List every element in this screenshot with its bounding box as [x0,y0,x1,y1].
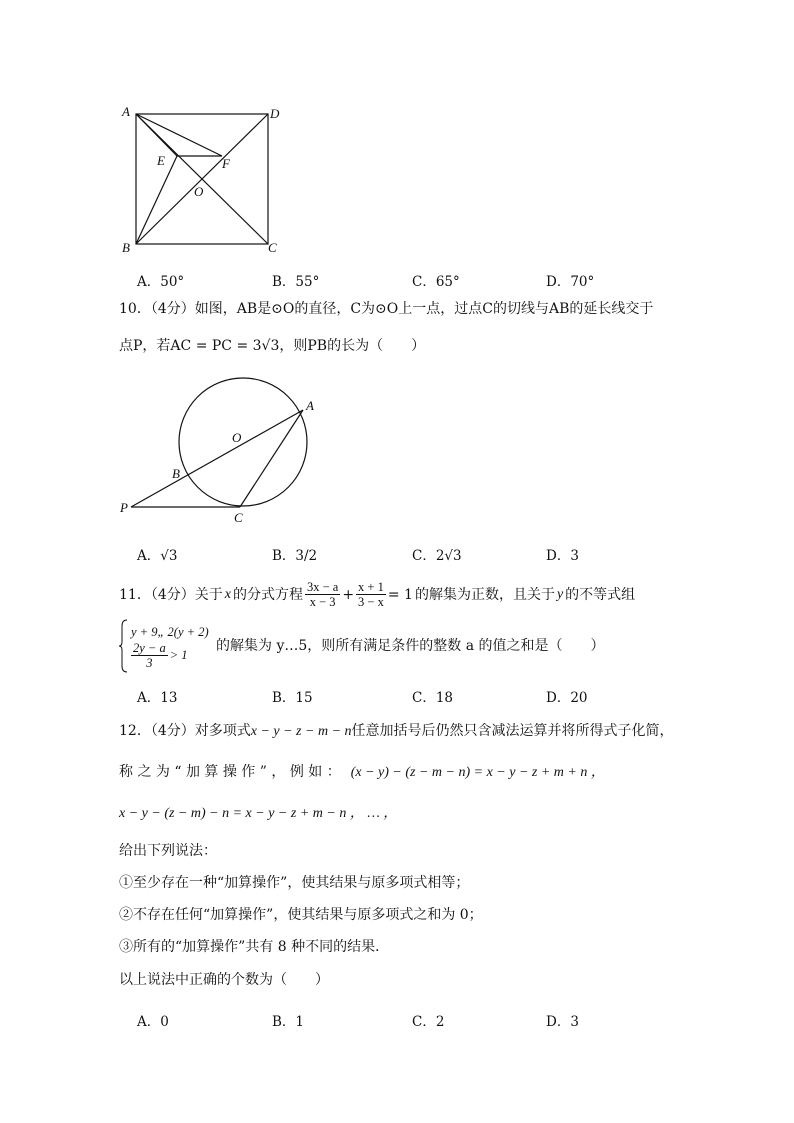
label-b: B [122,240,130,255]
circle-o [179,378,307,506]
q12-example2: x − y − (z − m) − n = x − y − z + m − n ， … ， [119,806,398,821]
q9-option-d[interactable]: D．70° [546,274,595,290]
q11-sys-line1: y + 9„ 2(y + 2) [131,624,209,639]
q12-option-c[interactable]: C．2 [412,1014,445,1030]
segment-ae [136,114,177,156]
q11-option-c[interactable]: C．18 [412,690,454,706]
label-c: C [234,510,243,525]
q11-var-x: x [224,586,231,602]
q11-sys-gt: > 1 [169,647,188,662]
label-o: O [232,430,242,445]
label-o: O [194,184,204,199]
label-c: C [268,240,277,255]
q10-line2: 点P，若AC = PC = 3√3，则PB的长为（ ） [119,338,426,354]
label-e: E [157,153,165,168]
q11-prefix: 11．（4分）关于 [119,586,223,603]
q11-var-y: y [556,586,564,602]
q11-suffix: 的不等式组 [565,586,636,603]
q11-line2: 的解集为 y…5，则所有满足条件的整数 a 的值之和是（ ） [216,638,605,654]
q11-option-a[interactable]: A．13 [137,690,178,706]
q11-sys-frac: $\frac{2y - a}{3}$ [133,640,166,670]
q11-mid1: 的分式方程 [232,586,303,603]
q12-question: 以上说法中正确的个数为（ ） [119,972,329,988]
q11-option-b[interactable]: B．15 [272,690,313,706]
segment-be [136,156,177,244]
q11-line1 [119,580,635,609]
label-d: D [270,106,280,121]
q12-option-d[interactable]: D．3 [546,1014,579,1030]
q9-option-a[interactable]: A．50° [137,274,185,290]
q10-figure-circle [110,370,330,530]
label-f: F [222,156,230,171]
q12-intro: 给出下列说法： [119,843,217,859]
q12-line1: 12．（4分）对多项式x − y − z − m − n任意加括号后仍然只含减法运算并将所得式子化简， [119,723,674,739]
q12-example1: (x − y) − (z − m − n) = x − y − z + m + n ， [350,765,605,780]
q10-option-b[interactable]: B．3/2 [272,548,318,564]
q12-statement-3: ③所有的“加算操作”共有 8 种不同的结果． [119,939,390,955]
label-b: B [172,466,180,481]
q11-option-d[interactable]: D．20 [546,690,588,706]
line-pa [131,410,303,507]
q11-eq-frac2: $\frac{x + 1}{3 - x}$ [358,580,384,609]
q10-option-a[interactable]: A．√3 [137,548,178,564]
q10-option-c[interactable]: C．2√3 [412,548,462,564]
q9-option-b[interactable]: B．55° [272,274,320,290]
q11-mid2: 的解集为正数，且关于 [414,586,555,603]
q12-option-a[interactable]: A．0 [137,1014,169,1030]
q11-eq-frac1: $\frac{3x - a}{x - 3}$ [306,580,339,609]
q11-plus: + [342,586,355,603]
q10-line1: 10．（4分）如图，AB是⊙O的直径，C为⊙O上一点，过点C的切线与AB的延长线交于 [119,301,654,317]
q10-option-d[interactable]: D．3 [546,548,579,564]
q11-brace [119,618,129,674]
q11-eq-rhs: = 1 [387,586,413,603]
segment-af [136,114,222,156]
q12-line2: 称 之 为 “ 加 算 操 作 ” ， 例 如 ： (x − y) − (z − m − n) = x − y − z + m + n ， [119,764,605,780]
q12-option-b[interactable]: B．1 [272,1014,305,1030]
label-a: A [122,104,130,119]
q9-figure-square [110,100,290,260]
q12-statement-2: ②不存在任何“加算操作”，使其结果与原多项式之和为 0； [119,907,483,923]
label-a: A [306,398,314,413]
label-p: P [120,500,128,515]
q11-inequality-system [119,618,209,674]
segment-ac [240,410,303,507]
q12-polynomial: x − y − z − m − n [250,724,352,739]
q9-option-c[interactable]: C．65° [412,274,460,290]
q12-statement-1: ①至少存在一种“加算操作”，使其结果与原多项式相等； [119,875,470,891]
